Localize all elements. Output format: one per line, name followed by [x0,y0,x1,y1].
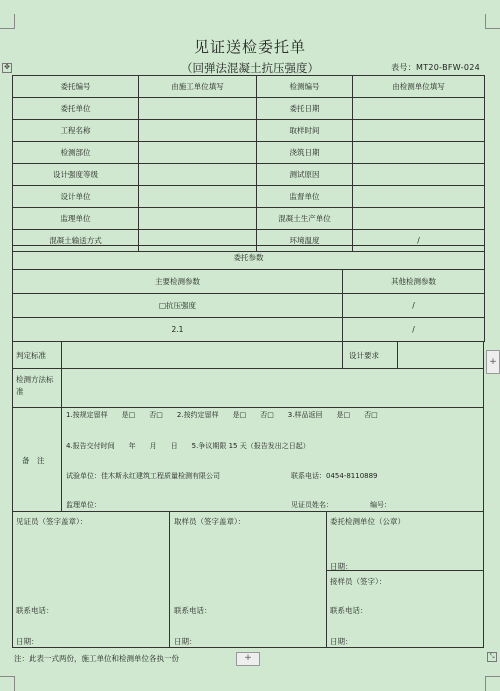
cell-label: 设计单位 [13,186,139,208]
judge-label: 判定标准 [16,351,46,360]
crop-mark-bottom-left [0,676,15,691]
cell-value[interactable] [139,142,257,164]
main-param-value[interactable]: 2.1 [13,318,343,342]
info-table [12,75,485,252]
cell-label: 委托编号 [13,76,139,98]
witness-date-label[interactable]: 日期： [16,637,39,646]
judge-row [12,341,484,369]
witness-phone-label[interactable]: 联系电话： [16,606,54,615]
crop-mark-top-left [0,14,15,29]
other-param-value[interactable]: / [343,318,485,342]
receiver-sign-label[interactable]: 接样员（签字）： [330,577,387,586]
lab-phone: 联系电话：0454-8110889 [291,472,378,480]
page-title: 见证送检委托单 [193,38,306,56]
table-row [13,142,485,164]
sampler-phone-label[interactable]: 联系电话： [174,606,212,615]
cell-label: 混凝土输送方式 [13,230,139,252]
compressive-strength-checkbox[interactable]: □抗压强度 [13,294,343,318]
other-param-value[interactable]: / [343,294,485,318]
crop-mark-bottom-right [485,676,500,691]
design-req-label: 设计要求 [349,351,379,360]
cell-label: 环境温度 [257,230,353,252]
sampler-date-label[interactable]: 日期： [174,637,197,646]
params-header: 委托参数 [13,246,485,270]
table-row [13,186,485,208]
remarks-block [12,407,484,512]
method-label: 检测方法标准 [16,375,54,396]
main-params-label: 主要检测参数 [13,270,343,294]
add-row-icon[interactable]: + [236,652,260,666]
table-row [13,120,485,142]
cell-value[interactable] [139,120,257,142]
receiver-phone-label[interactable]: 联系电话： [330,606,368,615]
cell-label: 检测编号 [257,76,353,98]
form-number: 表号：MT20-BFW-024 [391,63,480,72]
resize-corner-icon[interactable]: ⤡ [487,652,497,662]
lab-seal-label[interactable]: 委托检测单位（公章） [330,517,405,526]
cell-label: 检测部位 [13,142,139,164]
table-row [13,208,485,230]
cell-label: 监理单位 [13,208,139,230]
cell-label: 测试原因 [257,164,353,186]
cell-value[interactable]: / [353,230,485,252]
sig-col-1 [12,511,170,648]
cell-label: 设计强度等级 [13,164,139,186]
cell-value[interactable] [139,98,257,120]
cell-value[interactable] [139,208,257,230]
remarks-line-1: 1.按规定留样 是□ 否□ 2.按约定留样 是□ 否□ 3.样品返回 是□ 否□ [66,411,378,419]
cell-value[interactable]: 由施工单位填写 [139,76,257,98]
witness-sign-label[interactable]: 见证员（签字盖章）： [16,517,88,526]
cell-label: 监督单位 [257,186,353,208]
crop-mark-top-right [485,14,500,29]
cell-value[interactable] [353,186,485,208]
witness-number-field[interactable]: 编号： [370,501,391,509]
cell-label: 浇筑日期 [257,142,353,164]
remarks-line-2: 4.报告交付时间 年 月 日 5.争议期限 15 天（报告发出之日起） [66,442,310,450]
cell-value[interactable] [353,120,485,142]
cell-label: 混凝土生产单位 [257,208,353,230]
cell-label: 委托日期 [257,98,353,120]
other-params-label: 其他检测参数 [343,270,485,294]
witness-name-field[interactable]: 见证员姓名： [291,501,333,509]
receiver-date-label[interactable]: 日期： [330,637,353,646]
cell-value[interactable] [353,98,485,120]
method-row [12,368,484,408]
add-column-icon[interactable]: + [486,350,500,374]
sampler-sign-label[interactable]: 取样员（签字盖章）： [174,517,246,526]
cell-value[interactable] [139,164,257,186]
cell-value[interactable] [139,186,257,208]
cell-value[interactable] [353,142,485,164]
table-row [13,98,485,120]
table-row [13,76,485,98]
cell-value[interactable] [353,164,485,186]
supervisor-field[interactable]: 监理单位： [66,501,101,509]
remarks-label: 备 注 [22,456,45,465]
cell-label: 工程名称 [13,120,139,142]
params-table [12,245,485,342]
move-handle-icon[interactable]: ✥ [2,63,12,73]
lab-name: 试验单位：佳木斯永红建筑工程质量检测有限公司 [66,472,220,480]
footer-note: 注：此表一式两份，施工单位和检测单位各执一份 [14,654,179,663]
lab-date-label[interactable]: 日期： [330,562,353,571]
cell-label: 取样时间 [257,120,353,142]
table-row [13,164,485,186]
cell-value[interactable]: 由检测单位填写 [353,76,485,98]
cell-value[interactable] [353,208,485,230]
cell-label: 委托单位 [13,98,139,120]
page-subtitle: （回弹法混凝土抗压强度） [181,61,319,75]
